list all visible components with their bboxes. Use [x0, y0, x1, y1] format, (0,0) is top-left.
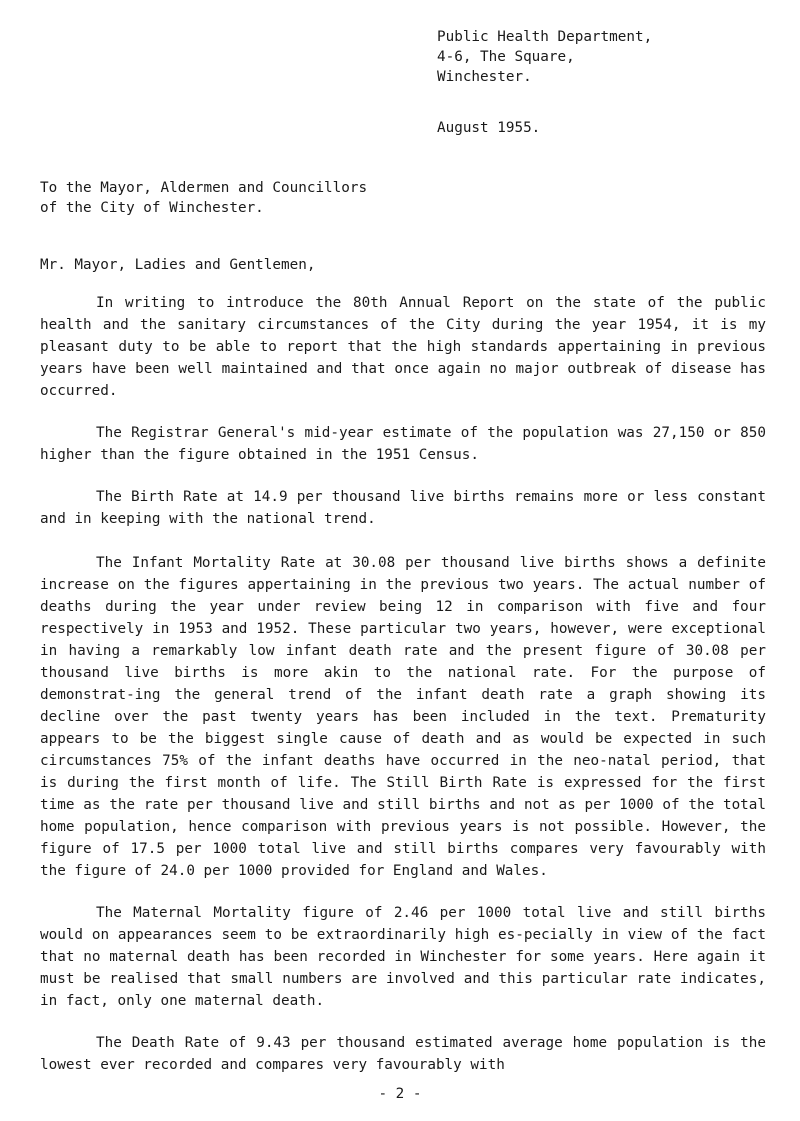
- address-line: 4-6, The Square,: [437, 49, 575, 65]
- paragraph-infant-mortality: The Infant Mortality Rate at 30.08 per thousand live births shows a definite increase on the figures appertaining in the previous two years. The actual number of deaths during the year under review being 12 in comparison with five and four respectively in 1953 and 1952. These particular two years, however, were exceptional in having a remarkably low infant death rate and the present figure of 30.08 per thousand live births is more akin to the national rate. For the purpose of demonstrat-ing the general trend of the infant death rate a graph showing its decline over the past twenty years has been included in the text. Prematurity appears to be the biggest single cause of death and as would be expected in such circumstances 75% of the infant deaths have occurred in the neo-natal period, that is during the first month of life. The Still Birth Rate is expressed for the first time as the rate per thousand live and still births and not as per 1000 of the total home population, hence comparison with previous years is not possible. However, the figure of 17.5 per 1000 total live and still births compares very favourably with the figure of 24.0 per 1000 provided for England and Wales.: [40, 555, 766, 879]
- paragraph-maternal-mortality: The Maternal Mortality figure of 2.46 per 1000 total live and still births would on appearances seem to be extraordinarily high es-pecially in view of the fact that no maternal death has been recorded in Winchester for some years. Here again it must be realised that small numbers are involved and this particular rate indicates, in fact, only one maternal death.: [40, 905, 766, 1009]
- paragraph-death-rate: The Death Rate of 9.43 per thousand estimated average home population is the lowest ever recorded and compares very favourably with: [40, 1035, 766, 1073]
- address-line: Public Health Department,: [437, 29, 653, 45]
- paragraph-population: The Registrar General's mid-year estimate of the population was 27,150 or 850 higher than the figure obtained in the 1951 Census.: [40, 425, 766, 463]
- address-line: Winchester.: [437, 69, 532, 85]
- letter-date: August 1955.: [437, 120, 541, 136]
- sender-address: [437, 27, 737, 87]
- paragraph-birth-rate: The Birth Rate at 14.9 per thousand live births remains more or less constant and in keeping with the national trend.: [40, 489, 766, 527]
- paragraph-introduction: In writing to introduce the 80th Annual Report on the state of the public health and the sanitary circumstances of the City during the year 1954, it is my pleasant duty to be able to report that the high standards appertaining in previous years have been well maintained and that once again no major outbreak of disease has occurred.: [40, 295, 766, 399]
- page-number: - 2 -: [378, 1086, 422, 1102]
- addressee: [40, 178, 367, 218]
- addressee-line: To the Mayor, Aldermen and Councillors: [40, 180, 368, 196]
- addressee-line: of the City of Winchester.: [40, 200, 264, 216]
- letter-body: [40, 292, 766, 1096]
- salutation: Mr. Mayor, Ladies and Gentlemen,: [40, 257, 316, 273]
